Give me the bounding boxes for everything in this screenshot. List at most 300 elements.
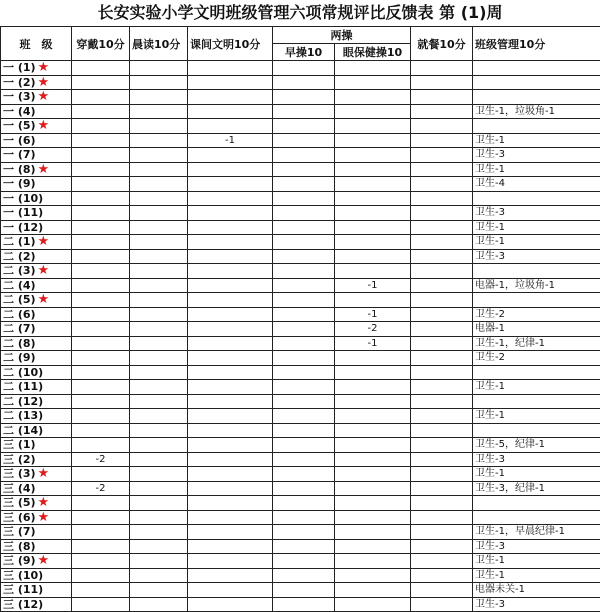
morning-score-cell [273, 467, 335, 482]
mgmt-score-cell [473, 510, 600, 525]
reading-score-cell [130, 409, 188, 424]
reading-score-cell [130, 510, 188, 525]
mgmt-score-cell: 卫生-1 [473, 162, 600, 177]
class-label: 二 (4) [3, 279, 36, 292]
morning-score-cell [273, 394, 335, 409]
mgmt-score-cell: 卫生-1 [473, 409, 600, 424]
table-row [1, 394, 600, 409]
eye-score-cell [335, 525, 411, 540]
eye-score-cell [335, 510, 411, 525]
table-row [1, 409, 600, 424]
reading-score-cell [130, 307, 188, 322]
dress-score-cell [72, 554, 130, 569]
class-label: 一 (3) [3, 90, 36, 103]
morning-score-cell [273, 264, 335, 279]
table-row [1, 510, 600, 525]
dress-score-cell [72, 191, 130, 206]
meal-score-cell [411, 220, 473, 235]
table-row [1, 162, 600, 177]
dress-score-cell [72, 322, 130, 337]
meal-score-cell [411, 336, 473, 351]
meal-score-cell [411, 554, 473, 569]
dress-score-cell [72, 467, 130, 482]
star-icon: ★ [38, 496, 50, 511]
class-cell [1, 496, 72, 511]
mgmt-score-cell [473, 61, 600, 76]
eye-score-cell: -1 [335, 336, 411, 351]
class-cell [1, 467, 72, 482]
morning-score-cell [273, 119, 335, 134]
mgmt-score-cell: 卫生-3 [473, 206, 600, 221]
break-score-cell [188, 206, 273, 221]
break-score-cell [188, 322, 273, 337]
mgmt-score-cell: 卫生-3 [473, 597, 600, 612]
break-score-cell [188, 380, 273, 395]
dress-score-cell [72, 525, 130, 540]
dress-score-cell [72, 119, 130, 134]
break-score-cell [188, 423, 273, 438]
eye-score-cell [335, 539, 411, 554]
dress-score-cell [72, 133, 130, 148]
class-cell [1, 365, 72, 380]
class-cell [1, 539, 72, 554]
mgmt-score-cell: 卫生-1，早晨纪律-1 [473, 525, 600, 540]
class-cell [1, 554, 72, 569]
class-label: 一 (1) [3, 61, 36, 74]
morning-score-cell [273, 568, 335, 583]
header-eye-exercise: 眼保健操10 [335, 44, 411, 61]
mgmt-score-cell: 电器未关-1 [473, 583, 600, 598]
dress-score-cell [72, 336, 130, 351]
eye-score-cell [335, 394, 411, 409]
table-row [1, 452, 600, 467]
mgmt-score-cell [473, 423, 600, 438]
class-cell [1, 525, 72, 540]
class-cell [1, 510, 72, 525]
eye-score-cell [335, 90, 411, 105]
morning-score-cell [273, 206, 335, 221]
reading-score-cell [130, 438, 188, 453]
table-row [1, 336, 600, 351]
break-score-cell [188, 438, 273, 453]
star-icon: ★ [38, 162, 50, 177]
mgmt-score-cell: 卫生-4 [473, 177, 600, 192]
class-label: 二 (13) [3, 409, 43, 422]
mgmt-score-cell [473, 75, 600, 90]
class-label: 二 (2) [3, 250, 36, 263]
header-management: 班级管理10分 [473, 27, 600, 61]
meal-score-cell [411, 104, 473, 119]
break-score-cell [188, 481, 273, 496]
eye-score-cell [335, 554, 411, 569]
reading-score-cell [130, 394, 188, 409]
dress-score-cell [72, 351, 130, 366]
break-score-cell [188, 119, 273, 134]
class-label: 一 (5) [3, 119, 36, 132]
break-score-cell [188, 191, 273, 206]
class-label: 二 (5) [3, 293, 36, 306]
mgmt-score-cell: 卫生-3 [473, 452, 600, 467]
evaluation-table [0, 26, 600, 612]
break-score-cell [188, 554, 273, 569]
break-score-cell [188, 61, 273, 76]
table-row [1, 481, 600, 496]
class-label: 一 (8) [3, 163, 36, 176]
meal-score-cell [411, 206, 473, 221]
meal-score-cell [411, 191, 473, 206]
break-score-cell [188, 351, 273, 366]
class-cell [1, 61, 72, 76]
break-score-cell [188, 510, 273, 525]
class-label: 二 (3) [3, 264, 36, 277]
reading-score-cell [130, 597, 188, 612]
class-cell [1, 119, 72, 134]
class-cell [1, 481, 72, 496]
class-cell [1, 293, 72, 308]
mgmt-score-cell [473, 119, 600, 134]
dress-score-cell [72, 438, 130, 453]
dress-score-cell [72, 380, 130, 395]
morning-score-cell [273, 554, 335, 569]
table-row [1, 206, 600, 221]
class-label: 二 (11) [3, 380, 43, 393]
meal-score-cell [411, 235, 473, 250]
meal-score-cell [411, 467, 473, 482]
class-label: 二 (6) [3, 308, 36, 321]
morning-score-cell [273, 481, 335, 496]
table-row [1, 438, 600, 453]
table-row [1, 554, 600, 569]
mgmt-score-cell: 卫生-3，纪律-1 [473, 481, 600, 496]
table-row [1, 61, 600, 76]
eye-score-cell [335, 597, 411, 612]
eye-score-cell [335, 496, 411, 511]
reading-score-cell [130, 539, 188, 554]
reading-score-cell [130, 104, 188, 119]
table-row [1, 568, 600, 583]
dress-score-cell [72, 597, 130, 612]
class-cell [1, 148, 72, 163]
meal-score-cell [411, 539, 473, 554]
morning-score-cell [273, 293, 335, 308]
star-icon: ★ [38, 510, 50, 525]
meal-score-cell [411, 264, 473, 279]
mgmt-score-cell [473, 191, 600, 206]
class-label: 一 (10) [3, 192, 43, 205]
eye-score-cell [335, 365, 411, 380]
eye-score-cell [335, 249, 411, 264]
meal-score-cell [411, 409, 473, 424]
meal-score-cell [411, 133, 473, 148]
reading-score-cell [130, 365, 188, 380]
class-cell [1, 249, 72, 264]
class-cell [1, 336, 72, 351]
reading-score-cell [130, 583, 188, 598]
eye-score-cell: -2 [335, 322, 411, 337]
break-score-cell [188, 278, 273, 293]
header-class: 班 级 [1, 27, 72, 61]
morning-score-cell [273, 539, 335, 554]
class-label: 三 (11) [3, 583, 43, 596]
break-score-cell [188, 583, 273, 598]
eye-score-cell [335, 220, 411, 235]
dress-score-cell [72, 510, 130, 525]
break-score-cell [188, 293, 273, 308]
table-row [1, 525, 600, 540]
morning-score-cell [273, 162, 335, 177]
page-title: 长安实验小学文明班级管理六项常规评比反馈表 第 (1)周 [0, 0, 600, 26]
meal-score-cell [411, 249, 473, 264]
class-label: 三 (5) [3, 496, 36, 509]
star-icon: ★ [38, 293, 50, 308]
class-cell [1, 568, 72, 583]
break-score-cell [188, 264, 273, 279]
meal-score-cell [411, 119, 473, 134]
mgmt-score-cell: 电器-1，垃圾角-1 [473, 278, 600, 293]
mgmt-score-cell: 卫生-1，纪律-1 [473, 336, 600, 351]
reading-score-cell [130, 90, 188, 105]
star-icon: ★ [38, 554, 50, 569]
table-row [1, 597, 600, 612]
eye-score-cell [335, 133, 411, 148]
eye-score-cell [335, 380, 411, 395]
class-cell [1, 438, 72, 453]
meal-score-cell [411, 351, 473, 366]
break-score-cell [188, 162, 273, 177]
header-morning-exercise: 早操10 [273, 44, 335, 61]
reading-score-cell [130, 264, 188, 279]
break-score-cell [188, 336, 273, 351]
eye-score-cell [335, 452, 411, 467]
meal-score-cell [411, 75, 473, 90]
mgmt-score-cell: 卫生-1 [473, 380, 600, 395]
break-score-cell [188, 496, 273, 511]
reading-score-cell [130, 525, 188, 540]
meal-score-cell [411, 438, 473, 453]
dress-score-cell [72, 423, 130, 438]
meal-score-cell [411, 510, 473, 525]
meal-score-cell [411, 278, 473, 293]
break-score-cell [188, 467, 273, 482]
dress-score-cell [72, 293, 130, 308]
meal-score-cell [411, 322, 473, 337]
reading-score-cell [130, 496, 188, 511]
meal-score-cell [411, 365, 473, 380]
class-cell [1, 90, 72, 105]
dress-score-cell [72, 90, 130, 105]
break-score-cell: -1 [188, 133, 273, 148]
table-row [1, 148, 600, 163]
dress-score-cell [72, 264, 130, 279]
meal-score-cell [411, 177, 473, 192]
table-row [1, 467, 600, 482]
class-cell [1, 322, 72, 337]
eye-score-cell [335, 119, 411, 134]
meal-score-cell [411, 162, 473, 177]
break-score-cell [188, 307, 273, 322]
break-score-cell [188, 597, 273, 612]
star-icon: ★ [38, 119, 50, 134]
table-row [1, 191, 600, 206]
mgmt-score-cell [473, 264, 600, 279]
table-row [1, 423, 600, 438]
break-score-cell [188, 249, 273, 264]
eye-score-cell: -1 [335, 278, 411, 293]
reading-score-cell [130, 220, 188, 235]
mgmt-score-cell: 电器-1 [473, 322, 600, 337]
class-cell [1, 583, 72, 598]
class-cell [1, 206, 72, 221]
star-icon: ★ [38, 467, 50, 482]
class-cell [1, 409, 72, 424]
morning-score-cell [273, 235, 335, 250]
class-cell [1, 351, 72, 366]
meal-score-cell [411, 597, 473, 612]
eye-score-cell [335, 438, 411, 453]
morning-score-cell [273, 148, 335, 163]
morning-score-cell [273, 583, 335, 598]
eye-score-cell [335, 351, 411, 366]
eye-score-cell [335, 423, 411, 438]
class-cell [1, 597, 72, 612]
class-cell [1, 394, 72, 409]
meal-score-cell [411, 496, 473, 511]
dress-score-cell [72, 148, 130, 163]
morning-score-cell [273, 438, 335, 453]
mgmt-score-cell: 卫生-3 [473, 148, 600, 163]
class-cell [1, 162, 72, 177]
header-meal: 就餐10分 [411, 27, 473, 61]
dress-score-cell [72, 235, 130, 250]
morning-score-cell [273, 104, 335, 119]
meal-score-cell [411, 452, 473, 467]
class-cell [1, 235, 72, 250]
mgmt-score-cell: 卫生-1 [473, 467, 600, 482]
class-label: 三 (3) [3, 467, 36, 480]
class-label: 一 (6) [3, 134, 36, 147]
morning-score-cell [273, 61, 335, 76]
table-row [1, 322, 600, 337]
dress-score-cell [72, 278, 130, 293]
mgmt-score-cell [473, 394, 600, 409]
header-dress: 穿戴10分 [72, 27, 130, 61]
reading-score-cell [130, 206, 188, 221]
eye-score-cell [335, 206, 411, 221]
morning-score-cell [273, 220, 335, 235]
mgmt-score-cell [473, 496, 600, 511]
class-label: 二 (12) [3, 395, 43, 408]
morning-score-cell [273, 191, 335, 206]
morning-score-cell [273, 496, 335, 511]
class-cell [1, 220, 72, 235]
eye-score-cell [335, 467, 411, 482]
table-row [1, 90, 600, 105]
break-score-cell [188, 235, 273, 250]
meal-score-cell [411, 394, 473, 409]
meal-score-cell [411, 61, 473, 76]
class-cell [1, 133, 72, 148]
class-label: 一 (9) [3, 177, 36, 190]
eye-score-cell [335, 235, 411, 250]
mgmt-score-cell: 卫生-5，纪律-1 [473, 438, 600, 453]
mgmt-score-cell [473, 293, 600, 308]
mgmt-score-cell: 卫生-2 [473, 351, 600, 366]
eye-score-cell: -1 [335, 307, 411, 322]
dress-score-cell [72, 177, 130, 192]
reading-score-cell [130, 162, 188, 177]
class-label: 一 (2) [3, 76, 36, 89]
class-cell [1, 264, 72, 279]
eye-score-cell [335, 583, 411, 598]
morning-score-cell [273, 336, 335, 351]
class-label: 三 (8) [3, 540, 36, 553]
mgmt-score-cell [473, 365, 600, 380]
class-label: 三 (6) [3, 511, 36, 524]
break-score-cell [188, 525, 273, 540]
class-cell [1, 307, 72, 322]
morning-score-cell [273, 452, 335, 467]
reading-score-cell [130, 554, 188, 569]
class-cell [1, 104, 72, 119]
reading-score-cell [130, 322, 188, 337]
morning-score-cell [273, 510, 335, 525]
reading-score-cell [130, 351, 188, 366]
morning-score-cell [273, 278, 335, 293]
mgmt-score-cell: 卫生-1 [473, 133, 600, 148]
morning-score-cell [273, 351, 335, 366]
mgmt-score-cell: 卫生-1 [473, 568, 600, 583]
morning-score-cell [273, 380, 335, 395]
table-row [1, 380, 600, 395]
meal-score-cell [411, 568, 473, 583]
dress-score-cell [72, 75, 130, 90]
morning-score-cell [273, 90, 335, 105]
mgmt-score-cell: 卫生-2 [473, 307, 600, 322]
dress-score-cell [72, 365, 130, 380]
class-label: 一 (4) [3, 105, 36, 118]
table-row [1, 235, 600, 250]
break-score-cell [188, 90, 273, 105]
break-score-cell [188, 365, 273, 380]
dress-score-cell [72, 409, 130, 424]
table-row [1, 75, 600, 90]
reading-score-cell [130, 452, 188, 467]
table-row [1, 365, 600, 380]
table-row [1, 307, 600, 322]
mgmt-score-cell: 卫生-1 [473, 554, 600, 569]
table-row [1, 264, 600, 279]
table-row [1, 104, 600, 119]
reading-score-cell [130, 467, 188, 482]
class-cell [1, 380, 72, 395]
morning-score-cell [273, 322, 335, 337]
morning-score-cell [273, 525, 335, 540]
class-label: 二 (14) [3, 424, 43, 437]
class-cell [1, 452, 72, 467]
mgmt-score-cell: 卫生-3 [473, 539, 600, 554]
reading-score-cell [130, 177, 188, 192]
table-row [1, 351, 600, 366]
class-label: 三 (4) [3, 482, 36, 495]
break-score-cell [188, 568, 273, 583]
class-label: 二 (9) [3, 351, 36, 364]
table-row [1, 539, 600, 554]
table-row [1, 583, 600, 598]
table-row [1, 293, 600, 308]
reading-score-cell [130, 278, 188, 293]
class-cell [1, 191, 72, 206]
table-row [1, 177, 600, 192]
